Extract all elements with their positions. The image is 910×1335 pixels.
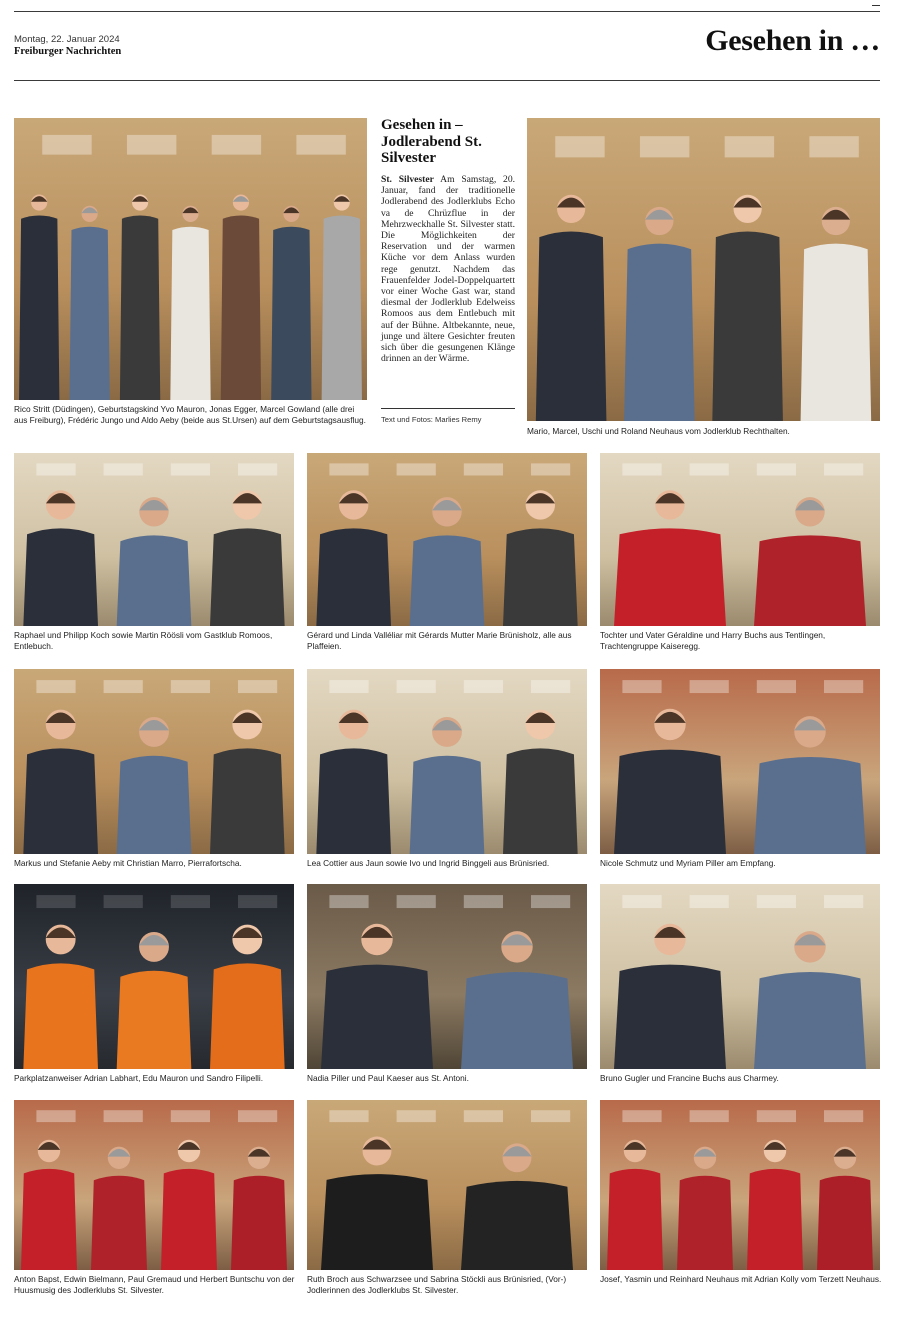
photo-image (600, 884, 880, 1069)
photo-valleliar-bruenisholz (307, 453, 587, 626)
photo-window (36, 895, 75, 908)
section-title: Gesehen in … (705, 24, 880, 57)
photo-birthday-group (14, 118, 367, 400)
photo-window (329, 463, 368, 475)
photo-window (42, 135, 91, 155)
caption-jodlerklub-rechthalten: Mario, Marcel, Uschi und Roland Neuhaus vom Jodlerklub Rechthalten. (527, 426, 790, 436)
photo-window (690, 895, 729, 908)
photo-person (322, 195, 362, 400)
photo-window (531, 680, 570, 693)
photo-piller-kaeser (307, 884, 587, 1069)
photo-person (69, 206, 109, 400)
photo-window (622, 680, 661, 693)
caption-valleliar-bruenisholz: Gérard und Linda Valléliar mit Gérards Mutter Marie Brünisholz, alle aus Plaffeien. (307, 630, 572, 651)
photo-window (329, 1110, 368, 1122)
photo-image (14, 1100, 294, 1270)
photo-image (307, 669, 587, 854)
photo-window (397, 463, 436, 475)
photo-parkplatz (14, 884, 294, 1069)
photo-window (104, 463, 143, 475)
photo-window (757, 895, 796, 908)
photo-window (690, 1110, 729, 1122)
page-corner-mark (872, 0, 880, 6)
photo-window (531, 895, 570, 908)
photo-window (397, 680, 436, 693)
photo-window (36, 680, 75, 693)
photo-terzett-neuhaus (600, 1100, 880, 1270)
photo-image (307, 884, 587, 1069)
photo-image (600, 453, 880, 626)
photo-window (464, 463, 503, 475)
caption-parkplatz: Parkplatzanweiser Adrian Labhart, Edu Mauron und Sandro Filipelli. (14, 1073, 264, 1083)
photo-image (14, 669, 294, 854)
caption-aeby-marro: Markus und Stefanie Aeby mit Christian Marro, Pierrafortscha. (14, 858, 242, 868)
photo-window (104, 895, 143, 908)
photo-window (640, 136, 689, 157)
photo-window (212, 135, 261, 155)
photo-person (19, 195, 59, 400)
photo-window (555, 136, 604, 157)
photo-image (14, 453, 294, 626)
photo-window (171, 1110, 210, 1122)
article-text: Am Samstag, 20. Januar, fand der traditionelle Jodlerabend des Jodlerklubs Echo va de Chrüzflue in der Mehrzweckhalle St. Silvester statt. Die Möglichkeiten der Reservation und der warmen Küche vor dem Anlass wurden rege genutzt. Nachdem das Frauenfelder Jodel-Doppelquartett vor einer Woche Gast war, stand diesmal der Jodlerklub Edelweiss Romoos aus dem Entlebuch mit auf der Bühne. Altbekannte, neue, junge und ältere Gesichter freuten sich über die gesungenen Klänge drinnen an der Wärme. (381, 174, 516, 365)
photo-window (171, 895, 210, 908)
photo-window (757, 680, 796, 693)
caption-cottier-binggeli: Lea Cottier aus Jaun sowie Ivo und Ingrid Binggeli aus Brünisried. (307, 858, 550, 868)
photo-empfang (600, 669, 880, 854)
caption-terzett-neuhaus: Josef, Yasmin und Reinhard Neuhaus mit Adrian Kolly vom Terzett Neuhaus. (600, 1274, 882, 1284)
caption-huusmusig: Anton Bapst, Edwin Bielmann, Paul Gremaud und Herbert Buntschu von der Huusmusig des Jodlerklubs St. Silvester. (14, 1274, 295, 1295)
photo-window (36, 463, 75, 475)
photo-window (824, 1110, 863, 1122)
photo-credit: Text und Fotos: Marlies Remy (381, 415, 482, 424)
photo-window (757, 1110, 796, 1122)
photo-image (527, 118, 880, 421)
photo-gugler-buchs (600, 884, 880, 1069)
photo-image (600, 669, 880, 854)
photo-image (14, 884, 294, 1069)
photo-window (238, 1110, 277, 1122)
photo-image (307, 1100, 587, 1270)
photo-window (127, 135, 176, 155)
photo-window (104, 1110, 143, 1122)
photo-window (622, 463, 661, 475)
photo-person (170, 206, 210, 400)
photo-window (171, 463, 210, 475)
photo-window (397, 895, 436, 908)
photo-window (36, 1110, 75, 1122)
photo-window (171, 680, 210, 693)
photo-koch-roeoesli (14, 453, 294, 626)
photo-aeby-marro (14, 669, 294, 854)
photo-image (14, 118, 367, 400)
photo-image (600, 1100, 880, 1270)
photo-window (725, 136, 774, 157)
photo-window (824, 680, 863, 693)
caption-jodlerinnen: Ruth Broch aus Schwarzsee und Sabrina Stöckli aus Brünisried, (Vor-) Jodlerinnen des Jodlerklubs St. Silvester. (307, 1274, 567, 1295)
photo-window (824, 895, 863, 908)
photo-window (690, 680, 729, 693)
photo-huusmusig (14, 1100, 294, 1270)
photo-person (221, 195, 261, 400)
photo-window (690, 463, 729, 475)
caption-gugler-buchs: Bruno Gugler und Francine Buchs aus Charmey. (600, 1073, 779, 1083)
caption-birthday-group: Rico Stritt (Düdingen), Geburtstagskind Yvo Mauron, Jonas Egger, Marcel Gowland (alle drei aus Freiburg), Frédéric Jungo und Aldo Aeby (beide aus St.Ursen) auf dem Geburtstagsausflug. (14, 404, 366, 425)
photo-person (271, 206, 311, 400)
caption-koch-roeoesli: Raphael und Philipp Koch sowie Martin Röösli vom Gastklub Romoos, Entlebuch. (14, 630, 273, 651)
newspaper-name: Freiburger Nachrichten (14, 46, 122, 57)
photo-person (120, 195, 160, 400)
header-rule (14, 80, 880, 81)
photo-window (296, 135, 345, 155)
photo-window (238, 680, 277, 693)
photo-window (622, 1110, 661, 1122)
photo-jodlerinnen (307, 1100, 587, 1270)
photo-window (531, 1110, 570, 1122)
photo-window (531, 463, 570, 475)
article-dateline: St. Silvester (381, 174, 434, 185)
article-body (381, 174, 515, 364)
photo-window (464, 680, 503, 693)
photo-buchs-tentlingen (600, 453, 880, 626)
photo-window (622, 895, 661, 908)
photo-window (104, 680, 143, 693)
article-title: Gesehen in – Jodlerabend St. Silvester (381, 117, 482, 166)
photo-jodlerklub-rechthalten (527, 118, 880, 421)
photo-window (329, 680, 368, 693)
photo-window (238, 895, 277, 908)
issue-date: Montag, 22. Januar 2024 (14, 34, 120, 45)
photo-window (464, 895, 503, 908)
photo-image (307, 453, 587, 626)
photo-window (238, 463, 277, 475)
photo-window (757, 463, 796, 475)
photo-window (824, 463, 863, 475)
caption-piller-kaeser: Nadia Piller und Paul Kaeser aus St. Antoni. (307, 1073, 469, 1083)
top-rule (14, 11, 880, 12)
photo-window (809, 136, 858, 157)
photo-window (464, 1110, 503, 1122)
photo-window (329, 895, 368, 908)
photo-cottier-binggeli (307, 669, 587, 854)
article-rule (381, 408, 515, 409)
photo-window (397, 1110, 436, 1122)
caption-empfang: Nicole Schmutz und Myriam Piller am Empfang. (600, 858, 776, 868)
caption-buchs-tentlingen: Tochter und Vater Géraldine und Harry Buchs aus Tentlingen, Trachtengruppe Kaiseregg. (600, 630, 826, 651)
